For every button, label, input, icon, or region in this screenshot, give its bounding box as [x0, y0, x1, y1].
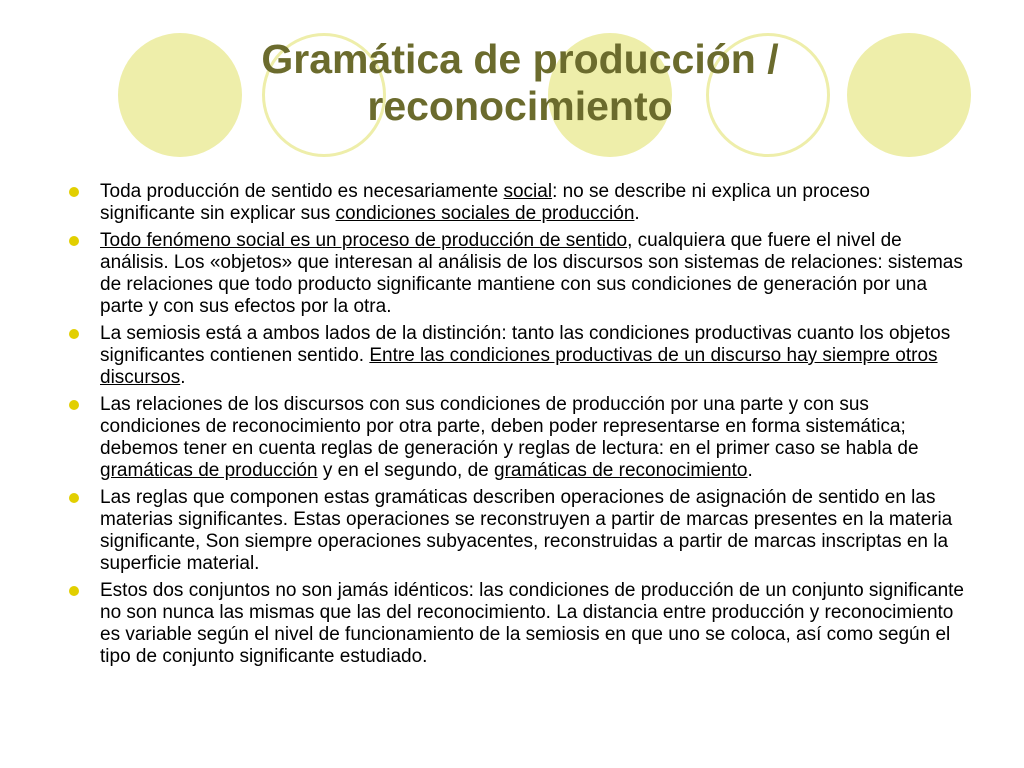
bullet-item: [60, 394, 968, 482]
slide-title-line-2: reconocimiento: [367, 83, 673, 129]
round-bullet-icon: [69, 329, 79, 339]
bullet-text: Las reglas que componen estas gramáticas describen operaciones de asignación de sentido en las materias significantes. Estas operaciones se reconstruyen a partir de marcas presentes en la materia significante, Son siempre operaciones subyacentes, reconstruidas a partir de marcas inscriptas en la superficie material.: [100, 487, 953, 574]
bullet-item: [60, 580, 968, 668]
underlined-text: gramáticas de producción: [100, 460, 318, 481]
bullet-text: y en el segundo, de: [317, 460, 494, 481]
bullet-text: Toda producción de sentido es necesariamente: [100, 181, 504, 202]
underlined-text: social: [503, 181, 553, 202]
bullet-text: , cualquiera que fuere el nivel de análisis. Los «objetos» que interesan al análisis de los discursos son sistemas de relaciones: sistemas de relaciones que todo producto significante mantiene con sus condiciones de generación por una parte y con sus efectos por la otra.: [100, 230, 963, 317]
round-bullet-icon: [69, 493, 79, 503]
bullet-text: La semiosis está a ambos lados de la distinción: tanto las condiciones productivas cuanto los objetos significantes contienen sentido.: [100, 323, 951, 366]
slide-title-line-1: Gramática de producción /: [261, 36, 779, 82]
underlined-text: gramáticas de reconocimiento: [494, 460, 748, 481]
bullet-item: [60, 323, 968, 389]
bullet-list: [60, 181, 968, 673]
bullet-item: [60, 487, 968, 575]
underlined-text: Entre las condiciones productivas de un discurso hay siempre otros discursos: [100, 345, 938, 388]
bullet-text: .: [747, 460, 753, 481]
bullet-text: .: [634, 203, 640, 224]
bullet-text: Estos dos conjuntos no son jamás idénticos: las condiciones de producción de un conjunto significante no son nunca las mismas que las del reconocimiento. La distancia entre producción y reconocimiento es variable según el nivel de funcionamiento de la semiosis en que uno se coloca, así como según el tipo de conjunto significante estudiado.: [100, 580, 964, 667]
slide-title: [130, 36, 910, 130]
bullet-item: [60, 230, 968, 318]
bullet-text: .: [180, 367, 186, 388]
bullet-text: Las relaciones de los discursos con sus condiciones de producción por una parte y con sus condiciones de reconocimiento por otra parte, deben poder representarse en forma sistemática; debemos tener en cuenta reglas de generación y reglas de lectura: en el primer caso se habla de: [100, 394, 919, 459]
underlined-text: condiciones sociales de producción: [335, 203, 635, 224]
underlined-text: Todo fenómeno social es un proceso de producción de sentido: [100, 230, 628, 251]
round-bullet-icon: [69, 400, 79, 410]
round-bullet-icon: [69, 586, 79, 596]
round-bullet-icon: [69, 236, 79, 246]
round-bullet-icon: [69, 187, 79, 197]
bullet-item: [60, 181, 968, 225]
bullet-text: : no se describe ni explica un proceso significante sin explicar sus: [100, 181, 870, 224]
